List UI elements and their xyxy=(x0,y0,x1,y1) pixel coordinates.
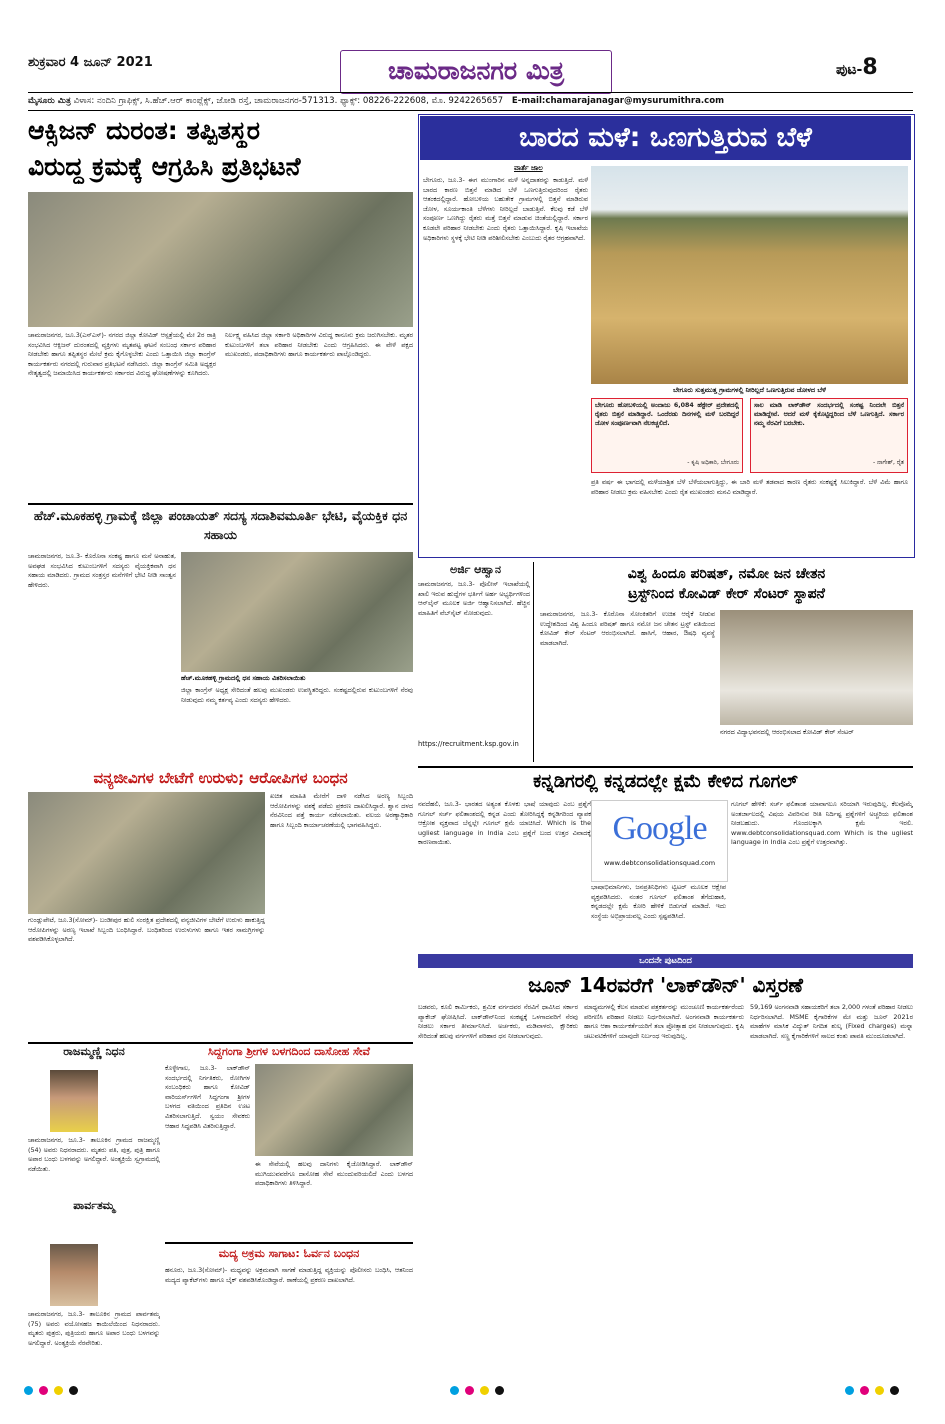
color-registration-left xyxy=(24,1380,84,1399)
rain-body: ಬೇಗೂರು, ಜೂ.3- ಈಗ ಮುಂಗಾರಿನ ಮಳೆ ಅನ್ನದಾತರನ್ನು ಕಾಡುತ್ತಿದೆ. ಮಳೆ ಬಾರದ ಕಾರಣ ಬಿತ್ತನೆ ಮಾಡಿದ ಬೆಳೆ ಒಣಗುತ್ತಿರುವುದರಿಂದ ರೈತರು ಆತಂಕದಲ್ಲಿದ್ದಾರೆ. ಹೋಬಳಿಯ ಬಹುತೇಕ ಗ್ರಾಮಗಳಲ್ಲಿ ಬಿತ್ತನೆ ಮಾಡಿರುವ ಜೋಳ, ಸೂರ್ಯಕಾಂತಿ ಬೆಳೆಗಳು ನೀರಿಲ್ಲದೆ ಬಾಡುತ್ತಿವೆ. ಕೆಲವು ಕಡೆ ಬೆಳೆ ಸಂಪೂರ್ಣ ಒಣಗಿದ್ದು ರೈತರು ಮತ್ತೆ ಬಿತ್ತನೆ ಮಾಡುವ ಚಿಂತೆಯಲ್ಲಿದ್ದಾರೆ. ಸರ್ಕಾರ ಕೂಡಲೇ ಪರಿಹಾರ ನೀಡಬೇಕು ಎಂದು ರೈತರು ಒತ್ತಾಯಿಸಿದ್ದಾರೆ. ಕೃಷಿ ಇಲಾಖೆಯ ಅಧಿಕಾರಿಗಳು ಸ್ಥಳಕ್ಕೆ ಭೇಟಿ ನೀಡಿ ಪರಿಶೀಲಿಸಬೇಕು ಎಂಬುದು ರೈತರ ಆಗ್ರಹವಾಗಿದೆ. xyxy=(423,176,588,242)
application-headline: ಅರ್ಜಿ ಆಹ್ವಾನ xyxy=(449,563,502,576)
email-text: E-mail:chamarajanagar@mysurumithra.com xyxy=(511,96,725,106)
black-dot xyxy=(890,1386,899,1395)
yellow-dot xyxy=(54,1386,63,1395)
vhp-headline-2: ಟ್ರಸ್ಟ್‌ನಿಂದ ಕೋವಿಡ್ ಕೇರ್ ಸೆಂಟರ್ ಸ್ಥಾಪನೆ xyxy=(628,586,825,602)
google-logo xyxy=(592,801,727,857)
issue-date: ಶುಕ್ರವಾರ 4 ಜೂನ್ 2021 xyxy=(28,55,153,70)
liquor-body: ಹನೂರು, ಜೂ.3(ಸೋಮ್)- ಮಧ್ಯವನ್ನು ಅಕ್ರಮವಾಗಿ ಸಾಗಣೆ ಮಾಡುತ್ತಿದ್ದ ವ್ಯಕ್ತಿಯನ್ನು ಪೊಲೀಸರು ಬಂಧಿಸಿ, ಆತನಿಂದ ಮದ್ಯದ ಪ್ಯಾಕೆಟ್‌ಗಳು ಹಾಗೂ ಬೈಕ್ ವಶಪಡಿಸಿಕೊಂಡಿದ್ದಾರೆ. ಠಾಣೆಯಲ್ಲಿ ಪ್ರಕರಣ ದಾಖಲಾಗಿದೆ. xyxy=(165,1266,413,1284)
siddaganga-body-2: ಈ ಸೇವೆಯಲ್ಲಿ ಹಲವು ದಾನಿಗಳು ಕೈಜೋಡಿಸಿದ್ದಾರೆ. ಲಾಕ್‌ಡೌನ್ ಮುಗಿಯುವವರೆಗೂ ದಾಸೋಹ ಸೇವೆ ಮುಂದುವರಿಯಲಿದೆ ಎಂದು ಬಳಗದ ಪದಾಧಿಕಾರಿಗಳು ತಿಳಿಸಿದ್ದಾರೆ. xyxy=(255,1160,413,1188)
black-dot xyxy=(495,1386,504,1395)
rain-byline: ವಾರ್ತೆ ಜಾಲ xyxy=(514,164,543,172)
google-body-3: ಗೂಗಲ್ ಹೇಳಿಕೆ: ಸರ್ಚ್ ಫಲಿತಾಂಶ ಯಾವಾಗಲೂ ಸರಿಯಾಗಿ ಇರುವುದಿಲ್ಲ. ಕೆಲವೊಮ್ಮೆ ಅಂತರ್ಜಾಲದಲ್ಲಿ ವಿಷಯ ವಿವರಿಸುವ ರೀತಿ ನಿರ್ದಿಷ್ಟ ಪ್ರಶ್ನೆಗಳಿಗೆ ಅಚ್ಚರಿಯ ಫಲಿತಾಂಶ ನೀಡಬಹುದು. ಗೊಂದಲಕ್ಕಾಗಿ ಕ್ಷಮೆ ಇರಲಿ. www.debtconsolidationsquad.com Which is the ugliest language in India ಎಂಬ ಪ್ರಶ್ನೆಗೆ ಉತ್ತರವಾಗಿತ್ತು. xyxy=(731,800,913,847)
magenta-dot xyxy=(465,1386,474,1395)
rain-quote-1-by: - ಕೃಷಿ ಅಧಿಕಾರಿ, ಬೇಗೂರು xyxy=(687,459,739,466)
rain-quote-2-by: - ನಾಗೇಶ್, ರೈತ xyxy=(872,459,904,466)
rain-quote-box-2 xyxy=(750,398,908,473)
rain-body-2: ಪ್ರತಿ ವರ್ಷ ಈ ಭಾಗದಲ್ಲಿ ಮಳೆಯಾಶ್ರಿತ ಬೆಳೆ ಬೆಳೆಯಲಾಗುತ್ತಿದ್ದು, ಈ ಬಾರಿ ಮಳೆ ತಡವಾದ ಕಾರಣ ರೈತರು ಸಂಕಷ್ಟಕ್ಕೆ ಸಿಲುಕಿದ್ದಾರೆ. ಬೆಳೆ ವಿಮೆ ಹಾಗೂ ಪರಿಹಾರ ನೀಡಲು ಕ್ರಮ ವಹಿಸಬೇಕು ಎಂದು ರೈತ ಮುಖಂಡರು ಮನವಿ ಮಾಡಿದ್ದಾರೆ. xyxy=(591,478,908,496)
wildlife-body-1: ಗುಂಡ್ಲುಪೇಟೆ, ಜೂ.3(ಸೋಮ್)- ಬಂಡೀಪುರ ಹುಲಿ ಸಂರಕ್ಷಿತ ಪ್ರದೇಶದಲ್ಲಿ ವನ್ಯಜೀವಿಗಳ ಬೇಟೆಗೆ ಉರುಳು ಹಾಕುತ್ತಿದ್ದ ಆರೋಪಿಗಳನ್ನು ಅರಣ್ಯ ಇಲಾಖೆ ಸಿಬ್ಬಂದಿ ಬಂಧಿಸಿದ್ದಾರೆ. ಬಂಧಿತರಿಂದ ಉರುಳುಗಳು ಹಾಗೂ ಇತರ ಸಾಮಗ್ರಿಗಳನ್ನು ವಶಪಡಿಸಿಕೊಳ್ಳಲಾಗಿದೆ. xyxy=(28,916,265,944)
cyan-dot xyxy=(845,1386,854,1395)
cyan-dot xyxy=(24,1386,33,1395)
member-photo-caption: ಹೆಚ್.ಮೂಕಹಳ್ಳಿ ಗ್ರಾಮದಲ್ಲಿ ಧನ ಸಹಾಯ ವಿತರಿಸಲಾಯಿತು xyxy=(181,674,306,682)
siddaganga-headline: ಸಿದ್ದಗಂಗಾ ಶ್ರೀಗಳ ಬಳಗದಿಂದ ದಾಸೋಹ ಸೇವೆ xyxy=(207,1045,370,1058)
black-dot xyxy=(69,1386,78,1395)
masthead-title-box xyxy=(340,50,612,94)
obit1-body: ಚಾಮರಾಜನಗರ, ಜೂ.3- ತಾಲೂಕಿನ ಗ್ರಾಮದ ರಾಜಮ್ಮಣ್ಣಿ (54) ಅವರು ನಿಧನರಾದರು. ಮೃತರು ಪತಿ, ಪುತ್ರ, ಪುತ್ರಿ ಹಾಗೂ ಅಪಾರ ಬಂಧು ಬಳಗವನ್ನು ಅಗಲಿದ್ದಾರೆ. ಅಂತ್ಯಕ್ರಿಯೆ ಸ್ವಗ್ರಾಮದಲ್ಲಿ ನಡೆಯಿತು. xyxy=(28,1136,160,1173)
obit2-body: ಚಾಮರಾಜನಗರ, ಜೂ.3- ತಾಲೂಕಿನ ಗ್ರಾಮದ ಪಾರ್ವತಮ್ಮ (75) ಅವರು ವಯೋಸಹಜ ಕಾಯಿಲೆಯಿಂದ ನಿಧನರಾದರು. ಮೃತರು ಪುತ್ರರು, ಪುತ್ರಿಯರು ಹಾಗೂ ಅಪಾರ ಬಂಧು ಬಳಗವನ್ನು ಅಗಲಿದ್ದಾರೆ. ಅಂತ್ಯಕ್ರಿಯೆ ನೆರವೇರಿತು. xyxy=(28,1310,160,1347)
food-service-photo xyxy=(255,1064,413,1156)
rain-quote-2: ಸಾಲ ಮಾಡಿ ಲಾಕ್‌ಡೌನ್ ಸಂದರ್ಭದಲ್ಲಿ ಸಂಕಷ್ಟ ನಿಂದಲೇ ಬಿತ್ತನೆ ಮಾಡಿದ್ದೇವೆ. ಆದರೆ ಮಳೆ ಕೈಕೊಟ್ಟಿದ್ದರಿಂದ ಬೆಳೆ ಒಣಗುತ್ತಿದೆ. ಸರ್ಕಾರ ನಮ್ಮ ನೆರವಿಗೆ ಬರಬೇಕು. xyxy=(754,402,904,427)
wildlife-headline-bar xyxy=(28,766,413,790)
page-number: 8 xyxy=(862,55,878,80)
oxygen-headline-2: ವಿರುದ್ಧ ಕ್ರಮಕ್ಕೆ ಆಗ್ರಹಿಸಿ ಪ್ರತಿಭಟನೆ xyxy=(28,152,301,181)
address-text: ವಿಳಾಸ: ನಂದಿನಿ ಗ್ರಾಫಿಕ್ಸ್, ಸಿ.ಹೆಚ್.ಆರ್ ಕಾಂಪ್ಲೆಕ್ಸ್, ಜೋಡಿ ರಸ್ತೆ, ಚಾಮರಾಜನಗರ-571313. ಫ್ಯಾಕ್ಸ್: 08226-222608, ಮೊ. 9242265657 xyxy=(73,96,504,106)
oxygen-body-1: ಚಾಮರಾಜನಗರ, ಜೂ.3(ಎಸ್‌ಎಸ್)- ನಗರದ ಜಿಲ್ಲಾ ಕೋವಿಡ್ ಆಸ್ಪತ್ರೆಯಲ್ಲಿ ಮೇ 2ರ ರಾತ್ರಿ ಸಂಭವಿಸಿದ ಆಕ್ಸಿಜನ್ ದುರಂತದಲ್ಲಿ ವ್ಯಕ್ತಿಗಳು ಮೃತಪಟ್ಟ ಘಟನೆ ಸಂಬಂಧ ಸರ್ಕಾರ ಪರಿಹಾರ ನೀಡಬೇಕು ಹಾಗೂ ತಪ್ಪಿತಸ್ಥರ ಮೇಲೆ ಕ್ರಮ ಕೈಗೊಳ್ಳಬೇಕು ಎಂದು ಒತ್ತಾಯಿಸಿ ಜಿಲ್ಲಾ ಕಾಂಗ್ರೆಸ್ ಕಾರ್ಯಕರ್ತರು ನಗರದಲ್ಲಿ ಗುರುವಾರ ಪ್ರತಿಭಟನೆ ನಡೆಸಿದರು. ಜಿಲ್ಲಾ ಕಾಂಗ್ರೆಸ್ ಸಮಿತಿ ಅಧ್ಯಕ್ಷರ ನೇತೃತ್ವದಲ್ಲಿ ಜಮಾಯಿಸಿದ ಕಾರ್ಯಕರ್ತರು ಸರ್ಕಾರದ ವಿರುದ್ಧ ಘೋಷಣೆಗಳನ್ನು ಕೂಗಿದರು. xyxy=(28,331,216,378)
oxygen-protest-photo xyxy=(28,192,413,327)
google-headline: ಕನ್ನಡಿಗರಲ್ಲಿ ಕನ್ನಡದಲ್ಲೇ ಕ್ಷಮೆ ಕೇಳಿದ ಗೂಗಲ್ xyxy=(533,771,798,792)
member-body-2: ಜಿಲ್ಲಾ ಕಾಂಗ್ರೆಸ್ ಅಧ್ಯಕ್ಷ ಸೇರಿದಂತೆ ಹಲವು ಮುಖಂಡರು ಉಪಸ್ಥಿತರಿದ್ದರು. ಸಂಕಷ್ಟದಲ್ಲಿರುವ ಕುಟುಂಬಗಳಿಗೆ ನೆರವು ನೀಡುವುದು ನಮ್ಮ ಕರ್ತವ್ಯ ಎಂದು ಸದಸ್ಯರು ಹೇಳಿದರು. xyxy=(181,686,413,704)
magenta-dot xyxy=(39,1386,48,1395)
vhp-photo-caption: ನಗರದ ವಿದ್ಯಾಭವನದಲ್ಲಿ ಆರಂಭಿಸಲಾದ ಕೋವಿಡ್ ಕೇರ್ ಸೆಂಟರ್ xyxy=(720,728,854,736)
obit2-portrait xyxy=(50,1244,98,1306)
obit1-portrait xyxy=(50,1070,98,1132)
siddaganga-body-1: ಕೊಳ್ಳೇಗಾಲ, ಜೂ.3- ಲಾಕ್‌ಡೌನ್ ಸಂದರ್ಭದಲ್ಲಿ ನಿರ್ಗತಿಕರು, ರೋಗಿಗಳ ಸಂಬಂಧಿಕರು ಹಾಗೂ ಕೋವಿಡ್ ವಾರಿಯರ್ಸ್‌ಗಳಿಗೆ ಸಿದ್ದಗಂಗಾ ಶ್ರೀಗಳ ಬಳಗದ ವತಿಯಿಂದ ಪ್ರತಿದಿನ ಊಟ ವಿತರಿಸಲಾಗುತ್ತಿದೆ. ಸ್ವಯಂ ಸೇವಕರು ಆಹಾರ ಸಿದ್ಧಪಡಿಸಿ ವಿತರಿಸುತ್ತಿದ್ದಾರೆ. xyxy=(165,1064,250,1130)
lockdown-body-1: ಬಡವರು, ಕೂಲಿ ಕಾರ್ಮಿಕರು, ಶ್ರಮಿಕ ವರ್ಗದವರ ನೆರವಿಗೆ ಧಾವಿಸಿದ ಸರ್ಕಾರ ಪ್ಯಾಕೇಜ್ ಘೋಷಿಸಿದೆ. ಲಾಕ್‌ಡೌನ್‌ನಿಂದ ಸಂಕಷ್ಟಕ್ಕೆ ಒಳಗಾದವರಿಗೆ ನೆರವು ನೀಡಲು ಸರ್ಕಾರ ತೀರ್ಮಾನಿಸಿದೆ. ಅರ್ಚಕರು, ಮಡಿವಾಳರು, ಕ್ಷೌರಿಕರು ಸೇರಿದಂತೆ ಹಲವು ವರ್ಗಗಳಿಗೆ ಪರಿಹಾರ ಧನ ನೀಡಲಾಗುವುದು. xyxy=(418,1003,578,1040)
vhp-body: ಚಾಮರಾಜನಗರ, ಜೂ.3- ಕೊರೊನಾ ಸೋಂಕಿತರಿಗೆ ಉಚಿತ ಆರೈಕೆ ನೀಡುವ ಉದ್ದೇಶದಿಂದ ವಿಶ್ವ ಹಿಂದೂ ಪರಿಷತ್ ಹಾಗೂ ನಮೋ ಜನ ಚೇತನ ಟ್ರಸ್ಟ್ ವತಿಯಿಂದ ಕೋವಿಡ್ ಕೇರ್ ಸೆಂಟರ್ ಆರಂಭಿಸಲಾಗಿದೆ. ಹಾಸಿಗೆ, ಆಹಾರ, ಔಷಧಿ ವ್ಯವಸ್ಥೆ ಮಾಡಲಾಗಿದೆ. xyxy=(540,610,715,647)
color-registration-center xyxy=(450,1380,510,1399)
rule xyxy=(28,503,413,505)
wildlife-body-2: ಖಚಿತ ಮಾಹಿತಿ ಮೇರೆಗೆ ದಾಳಿ ನಡೆಸಿದ ಅರಣ್ಯ ಸಿಬ್ಬಂದಿ ಆರೋಪಿಗಳನ್ನು ವಶಕ್ಕೆ ಪಡೆದು ಪ್ರಕರಣ ದಾಖಲಿಸಿದ್ದಾರೆ. ಶ್ವಾನ ದಳದ ನೆರವಿನಿಂದ ಪತ್ತೆ ಕಾರ್ಯ ನಡೆಸಲಾಯಿತು. ವಲಯ ಅರಣ್ಯಾಧಿಕಾರಿ ಹಾಗೂ ಸಿಬ್ಬಂದಿ ಕಾರ್ಯಾಚರಣೆಯಲ್ಲಿ ಭಾಗವಹಿಸಿದ್ದರು. xyxy=(270,792,413,829)
page-number-label xyxy=(836,55,878,80)
rule xyxy=(165,1242,413,1244)
color-registration-right xyxy=(845,1380,905,1399)
member-headline: ಹೆಚ್.ಮೂಕಹಳ್ಳಿ ಗ್ರಾಮಕ್ಕೆ ಜಿಲ್ಲಾ ಪಂಚಾಯತ್ ಸದಸ್ಯ ಸದಾಶಿವಮೂರ್ತಿ ಭೇಟಿ, ವೈಯಕ್ತಿಕ ಧನ ಸಹಾಯ xyxy=(33,508,408,542)
rain-photo-caption: ಬೇಗೂರು ಸುತ್ತಮುತ್ತ ಗ್ರಾಮಗಳಲ್ಲಿ ನೀರಿಲ್ಲದೆ ಒಣಗುತ್ತಿರುವ ಜೋಳದ ಬೆಳೆ xyxy=(673,386,826,394)
yellow-dot xyxy=(480,1386,489,1395)
lockdown-body-2: ಮಾಧ್ಯಮಗಳಲ್ಲಿ ಕೆಲಸ ಮಾಡುವ ಪತ್ರಕರ್ತರನ್ನು ಮುಂಚೂಣಿ ಕಾರ್ಯಕರ್ತರೆಂದು ಪರಿಗಣಿಸಿ ಪರಿಹಾರ ನೀಡಲು ನಿರ್ಧರಿಸಲಾಗಿದೆ. ಅಂಗನವಾಡಿ ಕಾರ್ಯಕರ್ತರು ಹಾಗೂ ಆಶಾ ಕಾರ್ಯಕರ್ತೆಯರಿಗೆ ತಲಾ ಪ್ರೋತ್ಸಾಹ ಧನ ನೀಡಲಾಗುವುದು. ಕೃಷಿ ಚಟುವಟಿಕೆಗಳಿಗೆ ಯಾವುದೇ ನಿರ್ಬಂಧ ಇರುವುದಿಲ್ಲ. xyxy=(584,1003,744,1040)
obit1-headline: ರಾಜಮ್ಮಣ್ಣಿ ನಿಧನ xyxy=(63,1045,125,1058)
oxygen-headline-1: ಆಕ್ಸಿಜನ್ ದುರಂತ: ತಪ್ಪಿತಸ್ಥರ xyxy=(28,116,260,145)
lockdown-headline: ಜೂನ್ 14ರವರೆಗೆ 'ಲಾಕ್‌ಡೌನ್' ವಿಸ್ತರಣೆ xyxy=(528,973,803,997)
rain-headline-bar xyxy=(420,116,911,160)
address-bar xyxy=(28,92,913,111)
cyan-dot xyxy=(450,1386,459,1395)
vhp-headline-1: ವಿಶ್ವ ಹಿಂದೂ ಪರಿಷತ್, ನಮೋ ಜನ ಚೇತನ xyxy=(627,566,826,582)
google-logo-image xyxy=(591,800,728,882)
google-body-2: ಭಾಷಾಭಿಮಾನಿಗಳು, ಜನಪ್ರತಿನಿಧಿಗಳು ಟ್ವಿಟರ್ ಮೂಲಕ ಆಕ್ಷೇಪ ವ್ಯಕ್ತಪಡಿಸಿದರು. ನಂತರ ಗೂಗಲ್ ಫಲಿತಾಂಶ ತೆಗೆದುಹಾಕಿ, ಕನ್ನಡದಲ್ಲೇ ಕ್ಷಮೆ ಕೋರಿ ಹೇಳಿಕೆ ಬಿಡುಗಡೆ ಮಾಡಿದೆ. ಇದು ಸಂಸ್ಥೆಯ ಅಭಿಪ್ರಾಯವಲ್ಲ ಎಂದು ಸ್ಪಷ್ಟಪಡಿಸಿದೆ. xyxy=(591,883,726,920)
magenta-dot xyxy=(860,1386,869,1395)
obit2-headline: ಪಾರ್ವತಮ್ಮ xyxy=(73,1199,115,1212)
google-photo-caption: www.debtconsolidationsquad.com xyxy=(603,859,716,867)
google-body-1: ನವದೆಹಲಿ, ಜೂ.3- ಭಾರತದ ಅತ್ಯಂತ ಕೊಳಕು ಭಾಷೆ ಯಾವುದು ಎಂಬ ಪ್ರಶ್ನೆಗೆ ಗೂಗಲ್ ಸರ್ಚ್ ಫಲಿತಾಂಶದಲ್ಲಿ ಕನ್ನಡ ಎಂದು ತೋರಿಸಿದ್ದಕ್ಕೆ ಕನ್ನಡಿಗರಿಂದ ವ್ಯಾಪಕ ಆಕ್ರೋಶ ವ್ಯಕ್ತವಾದ ಬೆನ್ನಲ್ಲೇ ಗೂಗಲ್ ಕ್ಷಮೆ ಯಾಚಿಸಿದೆ. Which is the ugliest language in India ಎಂಬ ಪ್ರಶ್ನೆಗೆ ಬಂದ ಉತ್ತರ ವಿವಾದಕ್ಕೆ ಕಾರಣವಾಯಿತು. xyxy=(418,800,591,847)
wildlife-arrest-photo xyxy=(28,792,265,914)
yellow-dot xyxy=(875,1386,884,1395)
address-brand: ಮೈಸೂರು ಮಿತ್ರ xyxy=(28,96,71,106)
dry-crop-photo xyxy=(591,166,908,384)
application-box xyxy=(418,562,534,762)
page-label: ಪುಟ- xyxy=(836,62,863,78)
wildlife-headline: ವನ್ಯಜೀವಿಗಳ ಬೇಟೆಗೆ ಉರುಳು; ಆರೋಪಿಗಳ ಬಂಧನ xyxy=(93,769,348,787)
oxygen-body-2: ನಿರ್ಲಕ್ಷ್ಯ ವಹಿಸಿದ ಜಿಲ್ಲಾ ಸರ್ಕಾರಿ ಅಧಿಕಾರಿಗಳ ವಿರುದ್ಧ ಕಾನೂನು ಕ್ರಮ ಜರುಗಿಸಬೇಕು. ಮೃತರ ಕುಟುಂಬಗಳಿಗೆ ತಲಾ ಪರಿಹಾರ ನೀಡಬೇಕು ಎಂದು ಆಗ್ರಹಿಸಿದರು. ಈ ವೇಳೆ ಪಕ್ಷದ ಮುಖಂಡರು, ಪದಾಧಿಕಾರಿಗಳು ಹಾಗೂ ಕಾರ್ಯಕರ್ತರು ಪಾಲ್ಗೊಂಡಿದ್ದರು. xyxy=(225,331,413,359)
liquor-headline: ಮದ್ಯ ಅಕ್ರಮ ಸಾಗಾಟ: ಓರ್ವನ ಬಂಧನ xyxy=(218,1247,360,1260)
rain-headline: ಬಾರದ ಮಳೆ: ಒಣಗುತ್ತಿರುವ ಬೆಳೆ xyxy=(519,122,812,153)
rain-quote-box-1 xyxy=(591,398,743,473)
application-body: ಚಾಮರಾಜನಗರ, ಜೂ.3- ಪೊಲೀಸ್ ಇಲಾಖೆಯಲ್ಲಿ ಖಾಲಿ ಇರುವ ಹುದ್ದೆಗಳ ಭರ್ತಿಗೆ ಅರ್ಹ ಅಭ್ಯರ್ಥಿಗಳಿಂದ ಆನ್‌ಲೈನ್ ಮೂಲಕ ಅರ್ಜಿ ಆಹ್ವಾನಿಸಲಾಗಿದೆ. ಹೆಚ್ಚಿನ ಮಾಹಿತಿಗೆ ವೆಬ್‌ಸೈಟ್ ನೋಡುವುದು. xyxy=(418,580,530,617)
member-visit-photo xyxy=(181,552,413,672)
continued-banner: ಒಂದನೇ ಪುಟದಿಂದ xyxy=(418,954,913,968)
rain-quote-1: ಬೇಗೂರು ಹೋಬಳಿಯಲ್ಲಿ ಅಂದಾಜು 6,084 ಹೆಕ್ಟೇರ್ ಪ್ರದೇಶದಲ್ಲಿ ರೈತರು ಬಿತ್ತನೆ ಮಾಡಿದ್ದಾರೆ. ಒಂದೆರಡು ದಿನಗಳಲ್ಲಿ ಮಳೆ ಬರದಿದ್ದರೆ ಜೋಳ ಸಂಪೂರ್ಣವಾಗಿ ನೆಲಕಚ್ಚಲಿದೆ. xyxy=(595,402,739,427)
google-logo-text: Google xyxy=(612,810,707,847)
newspaper-title: ಚಾಮರಾಜನಗರ ಮಿತ್ರ xyxy=(387,56,565,85)
covid-centre-photo xyxy=(720,610,913,725)
lockdown-body-3: 59,169 ಅಂಗನವಾಡಿ ಸಹಾಯಕರಿಗೆ ತಲಾ 2,000 ಗಳಂತೆ ಪರಿಹಾರ ನೀಡಲು ನಿರ್ಧರಿಸಲಾಗಿದೆ. MSME ಕೈಗಾರಿಕೆಗಳ ಮೇ ಮತ್ತು ಜೂನ್ 2021ರ ಮಾಹೆಗಳ ಮಾಸಿಕ ವಿದ್ಯುತ್ ನಿಗದಿತ ಶುಲ್ಕ (Fixed charges) ಮನ್ನಾ ಮಾಡಲಾಗಿದೆ. ಸಣ್ಣ ಕೈಗಾರಿಕೆಗಳಿಗೆ ಸಾಲದ ಕಂತು ಪಾವತಿ ಮುಂದೂಡಲಾಗಿದೆ. xyxy=(750,1003,913,1040)
application-url: https://recruitment.ksp.gov.in xyxy=(418,740,519,748)
member-body-1: ಚಾಮರಾಜನಗರ, ಜೂ.3- ಕೊರೊನಾ ಸಂಕಷ್ಟ ಹಾಗೂ ಮನೆ ಅನಾಹುತ, ಅವಘಡ ಸಂಭವಿಸಿದ ಕುಟುಂಬಗಳಿಗೆ ಸದಸ್ಯರು ವೈಯಕ್ತಿಕವಾಗಿ ಧನ ಸಹಾಯ ಮಾಡಿದರು. ಗ್ರಾಮದ ಸಂತ್ರಸ್ತರ ಮನೆಗಳಿಗೆ ಭೇಟಿ ನೀಡಿ ಸಾಂತ್ವನ ಹೇಳಿದರು. xyxy=(28,552,176,589)
